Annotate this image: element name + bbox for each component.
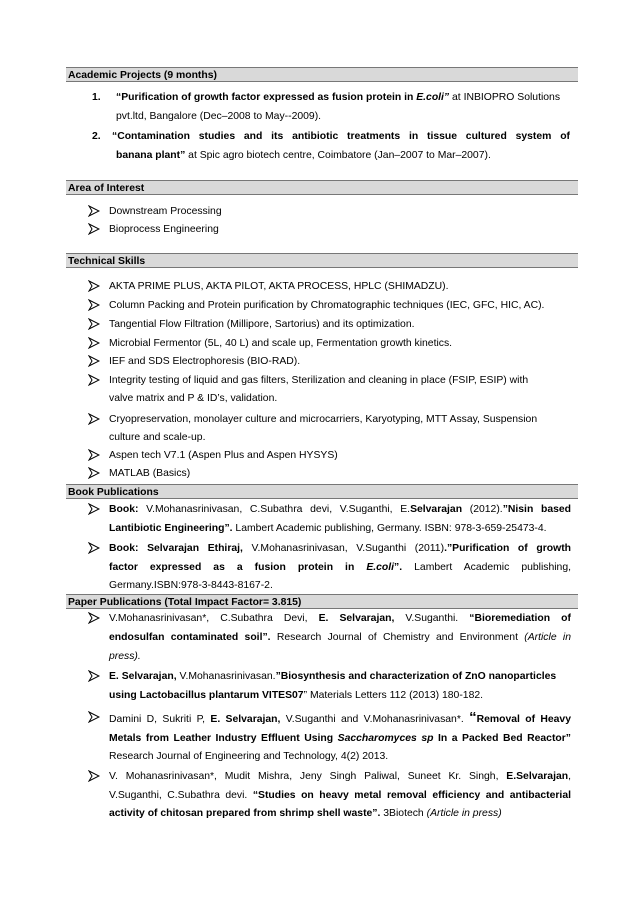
paper-4-line-1: V. Mohanasrinivasan*, Mudit Mishra, Jeny Singh Paliwal, Suneet Kr. Singh, E.Selvarajan, [109,771,571,782]
project-2-line-1: “Contamination studies and its antibiotic treatments in tissue cultured system of [112,131,570,142]
arrow-bullet-icon [88,612,100,624]
paper-1-line-3: press). [109,651,141,662]
arrow-bullet-icon [88,355,100,367]
project-number: 2. [92,131,101,142]
skill-item-continued: culture and scale-up. [109,432,206,443]
paper-3-line-1: Damini D, Sukriti P, E. Selvarajan, V.Suganthi and V.Mohanasrinivasan*. “Removal of Heavy [109,709,571,726]
interest-item: Bioprocess Engineering [109,224,219,235]
paper-1-line-2: endosulfan contaminated soil”. Research Journal of Chemistry and Environment (Article in [109,632,571,643]
book-2-line-1: Book: Selvarajan Ethiraj, V.Mohanasrinivasan, V.Suganthi (2011).”Purification of growth [109,543,572,554]
paper-3-line-2: Metals from Leather Industry Effluent Using Saccharomyces sp In a Packed Bed Reactor” [109,733,572,744]
book-publications-header: Book Publications [66,484,578,499]
arrow-bullet-icon [88,280,100,292]
book-1-line-2: Lantibiotic Engineering”. Lambert Academic publishing, Germany. ISBN: 978-3-659-25473-4. [109,523,547,534]
arrow-bullet-icon [88,711,100,723]
project-number: 1. [92,92,101,103]
skill-item-continued: valve matrix and P & ID’s, validation. [109,393,278,404]
arrow-bullet-icon [88,770,100,782]
arrow-bullet-icon [88,542,100,554]
skill-item: Cryopreservation, monolayer culture and microcarriers, Karyotyping, MTT Assay, Suspension [109,414,538,425]
project-1-line-2: pvt.ltd, Bangalore (Dec–2008 to May--2009). [116,111,322,122]
skill-item: IEF and SDS Electrophoresis (BIO-RAD). [109,356,301,367]
arrow-bullet-icon [88,205,100,217]
paper-publications-header: Paper Publications (Total Impact Factor= 3.815) [66,594,578,609]
skill-item: AKTA PRIME PLUS, AKTA PILOT, AKTA PROCESS, HPLC (SHIMADZU). [109,281,449,292]
book-2-line-3: Germany.ISBN:978-3-8443-8167-2. [109,580,273,591]
arrow-bullet-icon [88,670,100,682]
project-2-line-2: banana plant” at Spic agro biotech centre, Coimbatore (Jan–2007 to Mar–2007). [116,150,491,161]
arrow-bullet-icon [88,337,100,349]
project-1-line-1: “Purification of growth factor expressed as fusion protein in E.coli” at INBIOPRO Solutions [116,92,561,103]
arrow-bullet-icon [88,318,100,330]
arrow-bullet-icon [88,413,100,425]
paper-2-line-2: using Lactobacillus plantarum VITES07” Materials Letters 112 (2013) 180-182. [109,690,484,701]
paper-4-line-2: V.Suganthi, C.Subathra devi. “Studies on heavy metal removal efficiency and antibacterial [109,790,571,801]
arrow-bullet-icon [88,299,100,311]
skill-item: Microbial Fermentor (5L, 40 L) and scale up, Fermentation growth kinetics. [109,338,453,349]
skill-item: MATLAB (Basics) [109,468,191,479]
skill-item: Tangential Flow Filtration (Millipore, Sartorius) and its optimization. [109,319,415,330]
paper-1-line-1: V.Mohanasrinivasan*, C.Subathra Devi, E. Selvarajan, V.Suganthi. “Bioremediation of [109,613,571,624]
interest-item: Downstream Processing [109,206,222,217]
book-2-line-2: factor expressed as a fusion protein in E.coli”. Lambert Academic publishing, [109,562,572,573]
arrow-bullet-icon [88,449,100,461]
arrow-bullet-icon [88,223,100,235]
arrow-bullet-icon [88,503,100,515]
paper-2-line-1: E. Selvarajan, V.Mohanasrinivasan.”Biosynthesis and characterization of ZnO nanoparticles [109,671,557,682]
skill-item: Column Packing and Protein purification by Chromatographic techniques (IEC, GFC, HIC, AC). [109,300,545,311]
technical-skills-header: Technical Skills [66,253,578,268]
paper-4-line-3: activity of chitosan prepared from shrimp shell waste”. 3Biotech (Article in press) [109,808,502,819]
academic-projects-header: Academic Projects (9 months) [66,67,578,82]
skill-item: Integrity testing of liquid and gas filters, Sterilization and cleaning in place (FSIP, ESIP) with [109,375,529,386]
arrow-bullet-icon [88,374,100,386]
book-1-line-1: Book: V.Mohanasrinivasan, C.Subathra devi, V.Suganthi, E.Selvarajan (2012).”Nisin based [109,504,572,515]
area-of-interest-header: Area of Interest [66,180,578,195]
arrow-bullet-icon [88,467,100,479]
skill-item: Aspen tech V7.1 (Aspen Plus and Aspen HYSYS) [109,450,338,461]
paper-3-line-3: Research Journal of Engineering and Technology, 4(2) 2013. [109,751,389,762]
